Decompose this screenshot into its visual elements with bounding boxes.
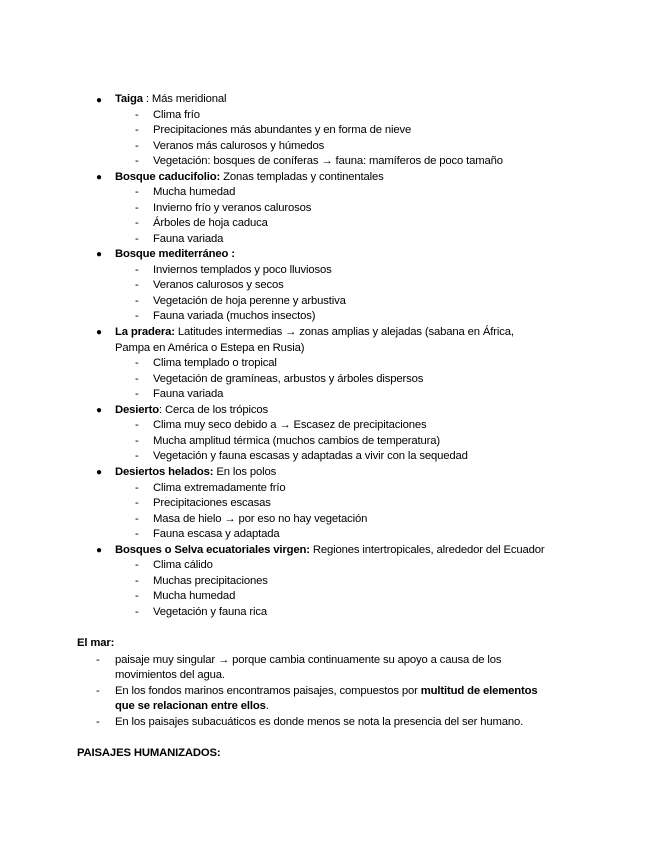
biome-desierto — [115, 403, 268, 418]
dash-icon: - — [135, 279, 139, 291]
dash-icon: - — [135, 419, 139, 431]
dash-icon: - — [135, 264, 139, 276]
dash-icon: - — [135, 388, 139, 400]
dash-icon: - — [135, 575, 139, 587]
list-item: Vegetación y fauna escasas y adaptadas a vivir con la sequedad — [153, 450, 468, 462]
list-item: Muchas precipitaciones — [153, 575, 268, 587]
list-item: Clima muy seco debido a → Escasez de precipitaciones — [153, 419, 427, 431]
list-item: Clima cálido — [153, 559, 213, 571]
dash-icon: - — [135, 217, 139, 229]
dash-icon: - — [135, 295, 139, 307]
bullet-icon: ● — [96, 172, 103, 183]
bullet-icon: ● — [96, 545, 103, 556]
dash-icon: - — [135, 528, 139, 540]
dash-icon: - — [135, 186, 139, 198]
list-item: Fauna variada — [153, 388, 224, 400]
list-item: Precipitaciones más abundantes y en forma de nieve — [153, 124, 412, 136]
biome-title: Bosques o Selva ecuatoriales virgen: — [115, 544, 310, 556]
bullet-icon: ● — [96, 405, 103, 416]
list-item: Veranos más calurosos y húmedos — [153, 140, 325, 152]
biome-title: Bosque mediterráneo : — [115, 248, 235, 260]
dash-icon: - — [135, 435, 139, 447]
bullet-icon: ● — [96, 95, 103, 106]
biome-sep: : — [142, 93, 152, 105]
biome-bosque-mediterraneo — [115, 247, 235, 262]
list-item: Inviernos templados y poco lluviosos — [153, 264, 332, 276]
sea-item-1-line-1: paisaje muy singular → porque cambia continuamente su apoyo a causa de los — [115, 654, 502, 666]
biome-la-pradera — [115, 325, 514, 340]
list-item: Mucha humedad — [153, 186, 236, 198]
biome-desc: Regiones intertropicales, alrededor del Ecuador — [312, 544, 545, 556]
biome-title: La pradera: — [115, 326, 175, 338]
list-item: Masa de hielo → por eso no hay vegetación — [153, 513, 368, 525]
biome-desc: Más meridional — [151, 93, 227, 105]
dash-icon: - — [135, 606, 139, 618]
biome-selva-ecuatorial — [115, 543, 544, 558]
dash-icon: - — [135, 202, 139, 214]
biome-title: Bosque caducifolio: — [115, 171, 221, 183]
list-item: Vegetación: bosques de coníferas → fauna: mamíferos de poco tamaño — [153, 155, 503, 167]
section-heading: PAISAJES HUMANIZADOS: — [77, 747, 221, 759]
bullet-icon: ● — [96, 327, 103, 338]
list-item: Clima frío — [153, 109, 200, 121]
dash-icon: - — [96, 716, 100, 728]
biome-taiga — [115, 92, 226, 107]
biome-desc: Cerca de los trópicos — [165, 404, 268, 416]
dash-icon: - — [135, 357, 139, 369]
bullet-icon: ● — [96, 467, 103, 478]
list-item: Fauna variada (muchos insectos) — [153, 310, 316, 322]
list-item: Fauna escasa y adaptada — [153, 528, 280, 540]
list-item: Clima extremadamente frío — [153, 482, 286, 494]
list-item: Clima templado o tropical — [153, 357, 277, 369]
dash-icon: - — [135, 155, 139, 167]
dash-icon: - — [135, 450, 139, 462]
biome-title: Taiga — [115, 93, 143, 105]
list-item: Árboles de hoja caduca — [153, 217, 268, 229]
dash-icon: - — [135, 109, 139, 121]
list-item: Fauna variada — [153, 233, 224, 245]
dash-icon: - — [96, 654, 100, 666]
biome-desc: En los polos — [216, 466, 277, 478]
dash-icon: - — [135, 497, 139, 509]
biome-desiertos-helados — [115, 465, 276, 480]
biome-bosque-caducifolio — [115, 170, 384, 185]
dash-icon: - — [135, 233, 139, 245]
dash-icon: - — [135, 373, 139, 385]
list-item: Veranos calurosos y secos — [153, 279, 284, 291]
dash-icon: - — [135, 559, 139, 571]
dash-icon: - — [96, 685, 100, 697]
biome-sep: : — [159, 404, 165, 416]
biome-title: Desiertos helados: — [115, 466, 214, 478]
biome-title: Desierto — [115, 404, 160, 416]
dash-icon: - — [135, 310, 139, 322]
list-item: Mucha humedad — [153, 590, 236, 602]
bullet-icon: ● — [96, 249, 103, 260]
sea-heading: El mar: — [77, 637, 115, 649]
sea-item-3: En los paisajes subacuáticos es donde menos se nota la presencia del ser humano. — [115, 716, 524, 728]
sea-item-2-line-2: que se relacionan entre ellos. — [115, 700, 269, 712]
list-item: Mucha amplitud térmica (muchos cambios de temperatura) — [153, 435, 440, 447]
biome-desc: Latitudes intermedias → zonas amplias y alejadas (sabana en África, — [177, 326, 514, 338]
list-item: Vegetación y fauna rica — [153, 606, 267, 618]
list-item: Vegetación de hoja perenne y arbustiva — [153, 295, 346, 307]
dash-icon: - — [135, 124, 139, 136]
dash-icon: - — [135, 590, 139, 602]
biome-desc: Zonas templadas y continentales — [223, 171, 384, 183]
list-item: Precipitaciones escasas — [153, 497, 271, 509]
dash-icon: - — [135, 482, 139, 494]
sea-item-1-line-2: movimientos del agua. — [115, 669, 225, 681]
biome-desc-continuation: Pampa en América o Estepa en Rusia) — [115, 342, 305, 354]
dash-icon: - — [135, 513, 139, 525]
list-item: Invierno frío y veranos calurosos — [153, 202, 312, 214]
list-item: Vegetación de gramíneas, arbustos y árboles dispersos — [153, 373, 424, 385]
sea-item-2-line-1: En los fondos marinos encontramos paisajes, compuestos por multitud de elementos — [115, 685, 538, 697]
dash-icon: - — [135, 140, 139, 152]
